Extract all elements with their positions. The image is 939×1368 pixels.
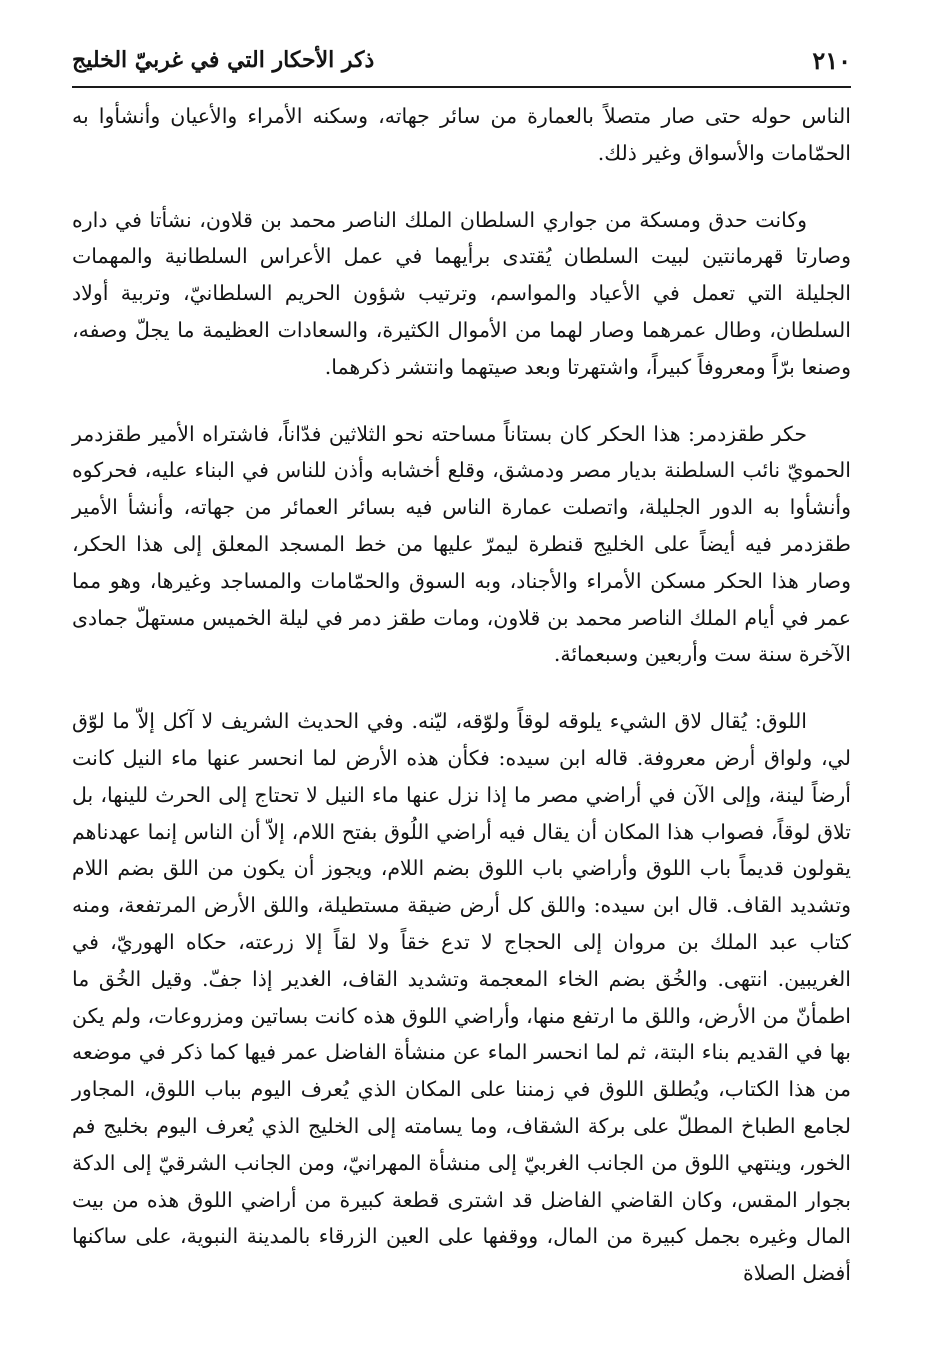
- page-number: ٢١٠: [812, 45, 851, 75]
- header-divider: [72, 86, 851, 88]
- paragraph-hikr-taqazdamur: حكر طقزدمر: هذا الحكر كان بستاناً مساحته نحو الثلاثين فدّاناً، فاشتراه الأمير طقزدمر الحمويّ نائب السلطنة بديار مصر ودمشق، وقلع أخشابه وأذن للناس في البناء عليه، فحركوه وأنشأوا به الدور الجليلة، واتصلت عمارة الناس فيه بسائر العمائر من جهاته، وأنشأ الأمير طقزدمر فيه أيضاً على الخليج قنطرة ليمرّ عليها من خط المسجد المعلق إلى هذا الحكر، وصار هذا الحكر مسكن الأمراء والأجناد، وبه السوق والحمّامات والمساجد وغيرها، وهو مما عمر في أيام الملك الناصر محمد بن قلاون، ومات طقز دمر في ليلة الخميس مستهلّ جمادى الآخرة سنة ست وأربعين وسبعمائة.: [72, 421, 851, 667]
- paragraph-hadaq-and-maska: وكانت حدق ومسكة من جواري السلطان الملك الناصر محمد بن قلاون، نشأتا في داره وصارتا قهرمانتين لبيت السلطان يُقتدى برأيهما في عمل الأعراس السلطانية والمهمات الجليلة التي تعمل في الأعياد والمواسم، وترتيب شؤون الحريم السلطانيّ، وتربية أولاد السلطان، وطال عمرهما وصار لهما من الأموال الكثيرة، والسعادات العظيمة ما يجلّ وصفه، وصنعا برّاً ومعروفاً كبيراً، واشتهرتا وبعد صيتهما وانتشر ذكرهما.: [72, 207, 851, 379]
- paragraph-al-luq: اللوق: يُقال لاق الشيء يلوقه لوقاً ولوّقه، ليّنه. وفي الحديث الشريف لا آكل إلاّ ما لوّق لي، ولواق أرض معروفة. قاله ابن سيده: فكأن هذه الأرض لما انحسر عنها ماء النيل كانت أرضاً لينة، وإلى الآن في أراضي مصر ما إذا نزل عنها ماء النيل لا تحتاج إلى الحرث للينها، بل تلاق لوقاً، فصواب هذا المكان أن يقال فيه أراضي اللُوق بفتح اللام، إلاّ أن الناس إنما عهدناهم يقولون قديماً باب اللوق وأراضي باب اللوق بضم اللام، ويجوز أن يكون من اللق بضم اللام وتشديد القاف. قال ابن سيده: واللق كل أرض ضيقة مستطيلة، واللق الأرض المرتفعة، ومنه كتاب عبد الملك بن مروان إلى الحجاج لا تدع خقاً ولا لقاً إلا زرعته، حكاه الهوريّ، في الغريبين. انتهى. والخُق بضم الخاء المعجمة وتشديد القاف، الغدير إذا جفّ. وقيل الخُق ما اطمأنّ من الأرض، واللق ما ارتفع منها، وأراضي اللوق هذه كانت بساتين ومزروعات، ولم يكن بها في القديم بناء البتة، ثم لما انحسر الماء عن منشأة الفاضل عمر فيها كما ذكر في موضعه من هذا الكتاب، ويُطلق اللوق في زمننا على المكان الذي يُعرف اليوم بباب اللوق، المجاور لجامع الطباخ المطلّ على بركة الشقاف، وما يسامته إلى الخليج الذي يُعرف اليوم بخليج فم الخور، وينتهي اللوق من الجانب الغربيّ إلى منشأة المهرانيّ، ومن الجانب الشرقيّ إلى الدكة بجوار المقس، وكان القاضي الفاضل قد اشترى قطعة كبيرة من أراضي اللوق هذه من بيت المال وغيره بجمل كبيرة من المال، ووقفها على العين الزرقاء بالمدينة النبوية، على ساكنها أفضل الصلاة: [72, 709, 851, 1286]
- page-header: [72, 38, 851, 82]
- running-title: ذكر الأحكار التي في غربيّ الخليج: [72, 47, 375, 73]
- paragraph-continuation: الناس حوله حتى صار متصلاً بالعمارة من سائر جهاته، وسكنه الأمراء والأعيان وأنشأوا به الحمّامات والأسواق وغير ذلك.: [72, 104, 851, 165]
- page-body: [72, 98, 851, 1292]
